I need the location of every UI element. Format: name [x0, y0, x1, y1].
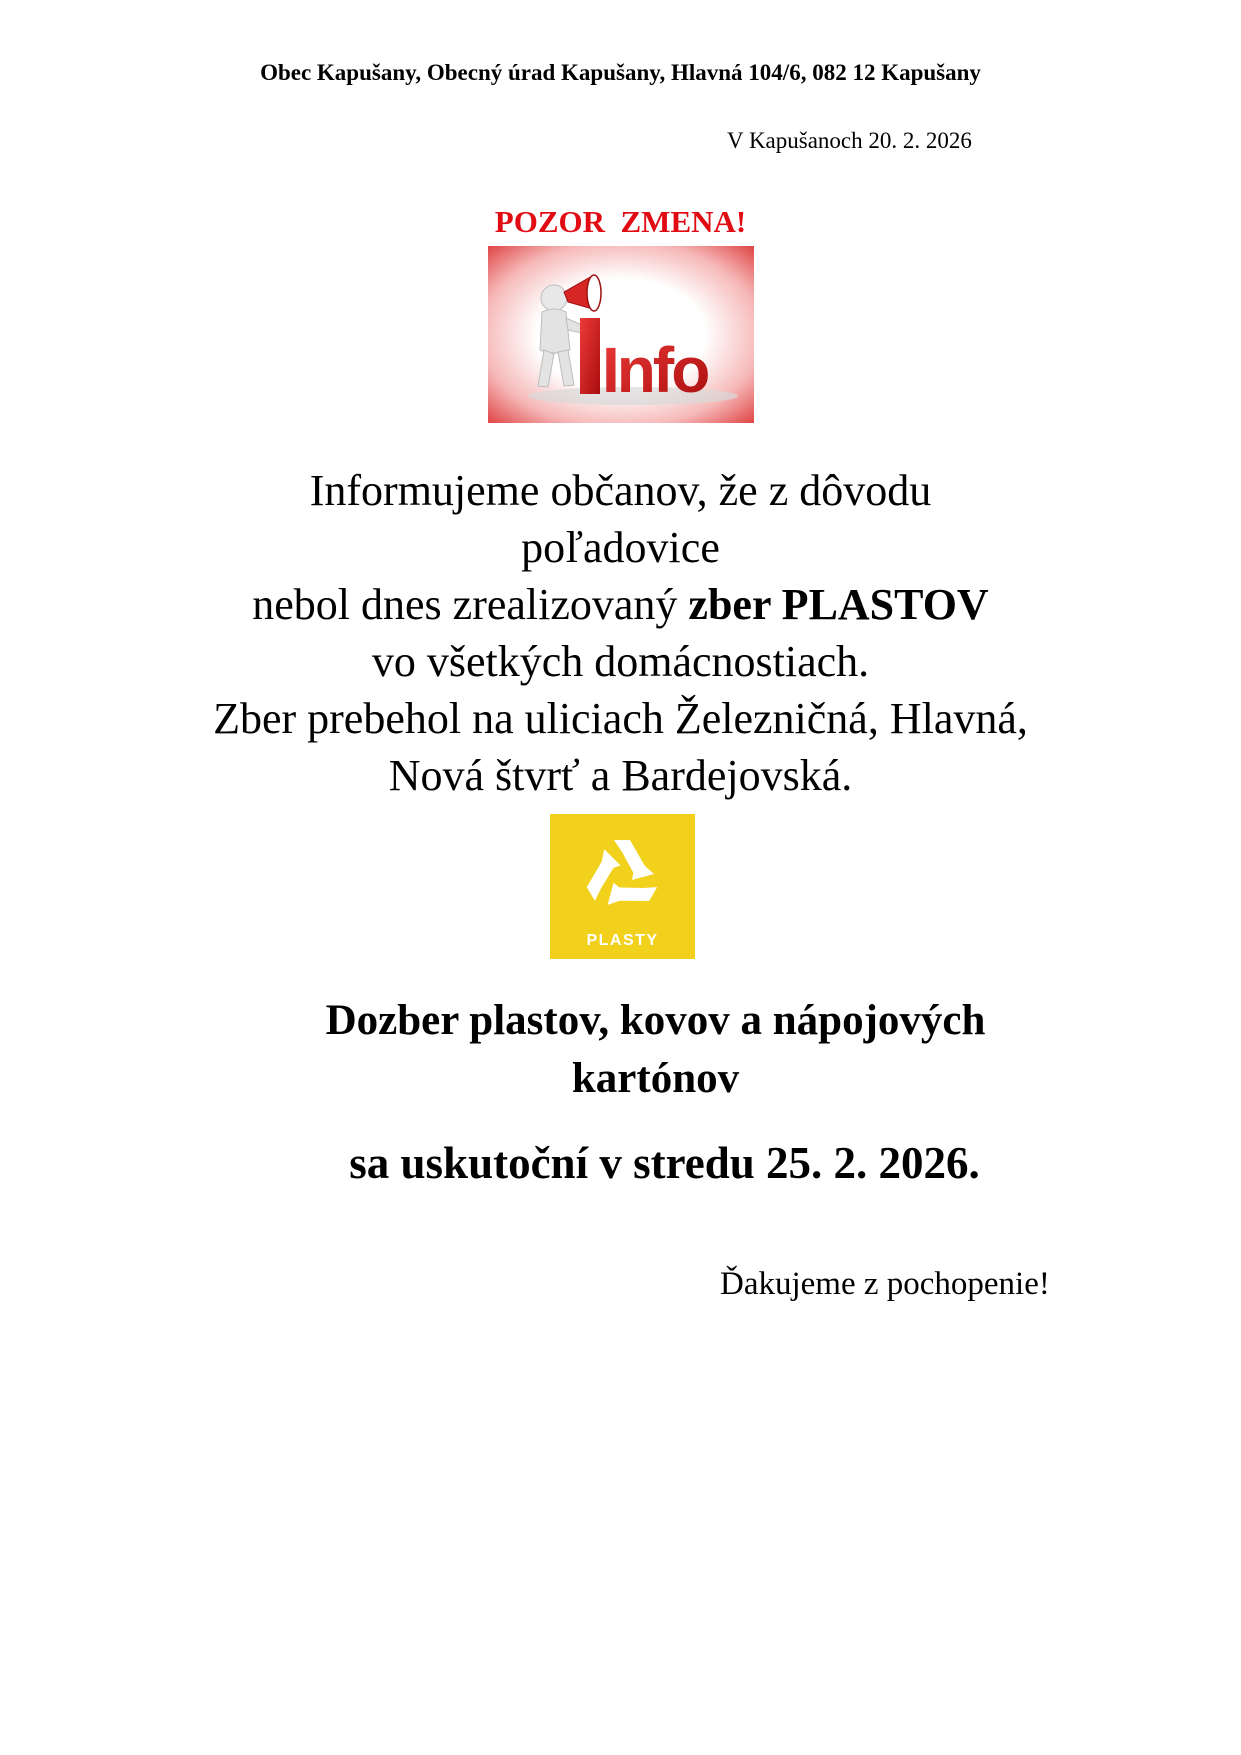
- announcement-line: Zber prebehol na uliciach Železničná, Hlavná,: [213, 694, 1028, 743]
- collection-date: sa uskutoční v stredu 25. 2. 2026.: [349, 1138, 980, 1188]
- announcement-line: vo všetkých domácnostiach.: [371, 637, 870, 686]
- plasty-label: PLASTY: [586, 932, 659, 949]
- date-line: V Kapušanoch 20. 2. 2026: [727, 128, 972, 153]
- plasty-image: [550, 814, 695, 959]
- announcement-line: poľadovice: [521, 523, 720, 572]
- announcement-line: Nová štvrť a Bardejovská.: [388, 751, 853, 800]
- organization-header: Obec Kapušany, Obecný úrad Kapušany, Hlavná 104/6, 082 12 Kapušany: [260, 60, 981, 85]
- info-image: [488, 246, 754, 423]
- collection-notice: [0, 992, 1241, 1108]
- recycle-icon: [550, 814, 695, 959]
- megaphone-person-info-icon: [488, 246, 754, 423]
- announcement-emphasis: zber PLASTOV: [688, 580, 989, 629]
- announcement-line: [0, 576, 1241, 633]
- closing-thanks: Ďakujeme z pochopenie!: [720, 1266, 1050, 1302]
- announcement: [0, 462, 1241, 804]
- notice-line: Dozber plastov, kovov a nápojových: [325, 997, 986, 1044]
- announcement-line-text: nebol dnes zrealizovaný: [252, 580, 689, 629]
- notice-line: kartónov: [571, 1055, 740, 1102]
- info-label: Info: [602, 334, 708, 406]
- warning-heading: POZOR ZMENA!: [494, 204, 747, 239]
- announcement-line: Informujeme občanov, že z dôvodu: [309, 466, 932, 515]
